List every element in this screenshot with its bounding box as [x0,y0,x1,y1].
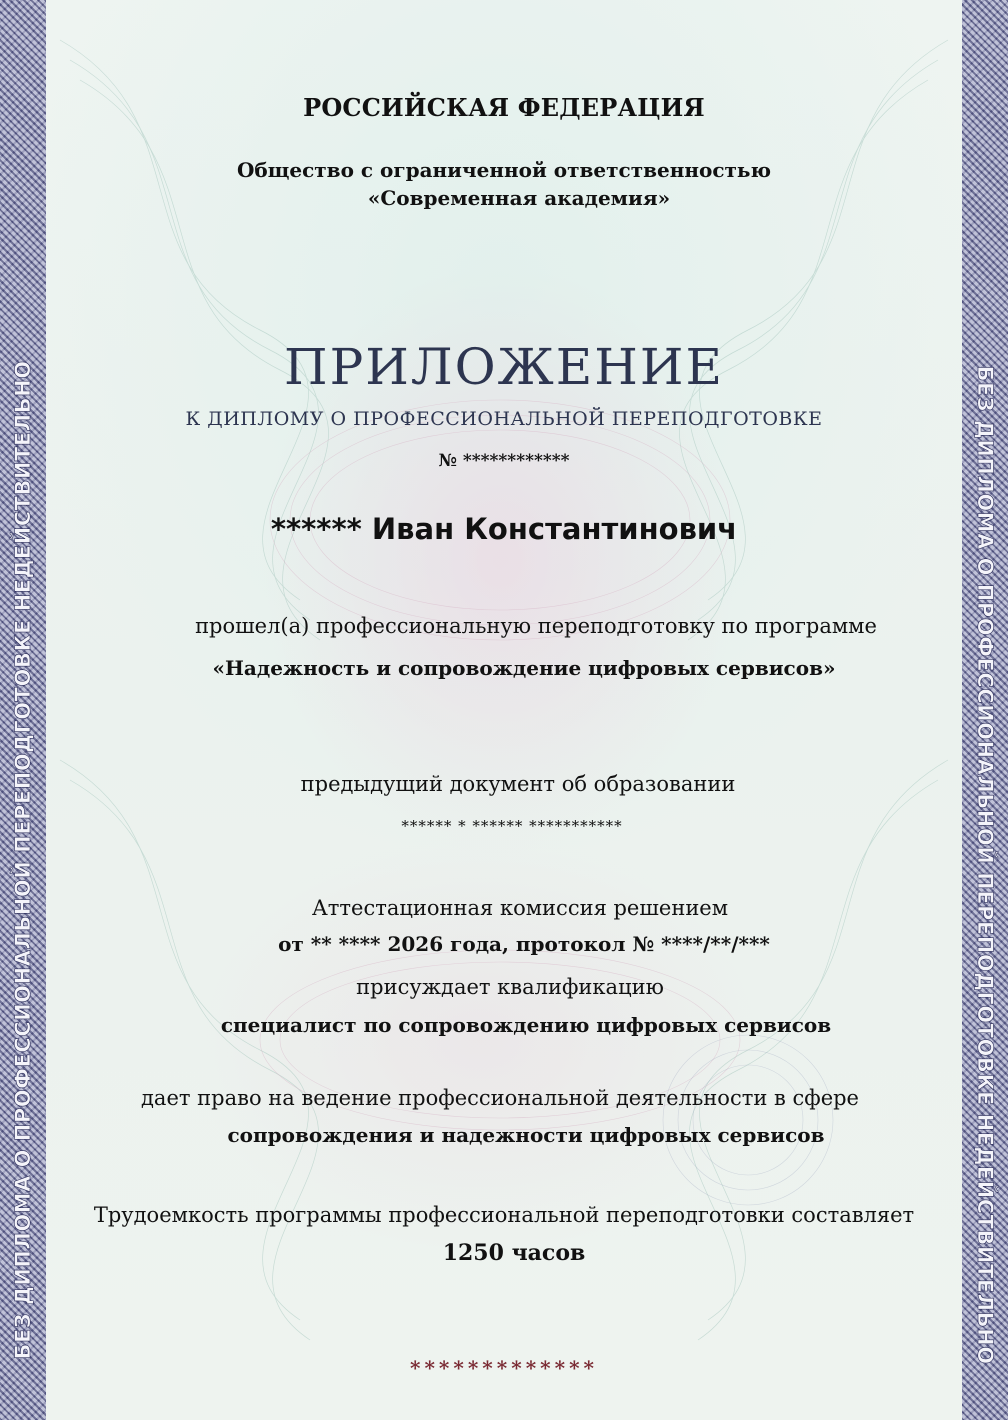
previous-document-value: ****** * ****** *********** [401,817,623,835]
holder-name: ****** Иван Константинович [270,512,738,546]
organization-line-1: Общество с ограниченной ответственностью [236,158,772,182]
rights-sphere: сопровождения и надежности цифровых сервисов [227,1123,825,1147]
country-heading: РОССИЙСКАЯ ФЕДЕРАЦИЯ [303,93,705,122]
left-border-text: БЕЗ ДИПЛОМА О ПРОФЕССИОНАЛЬНОЙ ПЕРЕПОДГОТОВКЕ НЕДЕЙСТВИТЕЛЬНО [11,360,35,1360]
program-name: «Надежность и сопровождение цифровых сервисов» [212,656,836,680]
program-hours: 1250 часов [442,1240,586,1266]
document-number: № ************ [438,451,570,471]
commission-line-1: Аттестационная комиссия решением [311,896,729,920]
document-title: ПРИЛОЖЕНИЕ [284,338,724,396]
qualification: специалист по сопровождению цифровых сервисов [220,1013,832,1037]
rights-line: дает право на ведение профессиональной деятельности в сфере [141,1086,859,1110]
volume-line: Трудоемкость программы профессиональной переподготовки составляет [93,1203,915,1227]
right-border-text: БЕЗ ДИПЛОМА О ПРОФЕССИОНАЛЬНОЙ ПЕРЕПОДГОТОВКЕ НЕДЕЙСТВИТЕЛЬНО [973,365,997,1365]
previous-document-label: предыдущий документ об образовании [300,772,736,796]
organization-line-2: «Современная академия» [367,186,671,210]
organization-name [0,156,1008,212]
serial-number: ************* [410,1356,598,1380]
commission-decision: от ** **** 2026 года, протокол № ****/**/*** [278,932,770,956]
commission-line-3: присуждает квалификацию [356,975,664,999]
document-subtitle: К ДИПЛОМУ О ПРОФЕССИОНАЛЬНОЙ ПЕРЕПОДГОТОВКЕ [185,408,823,430]
program-intro: прошел(а) профессиональную переподготовку по программе [195,614,877,638]
